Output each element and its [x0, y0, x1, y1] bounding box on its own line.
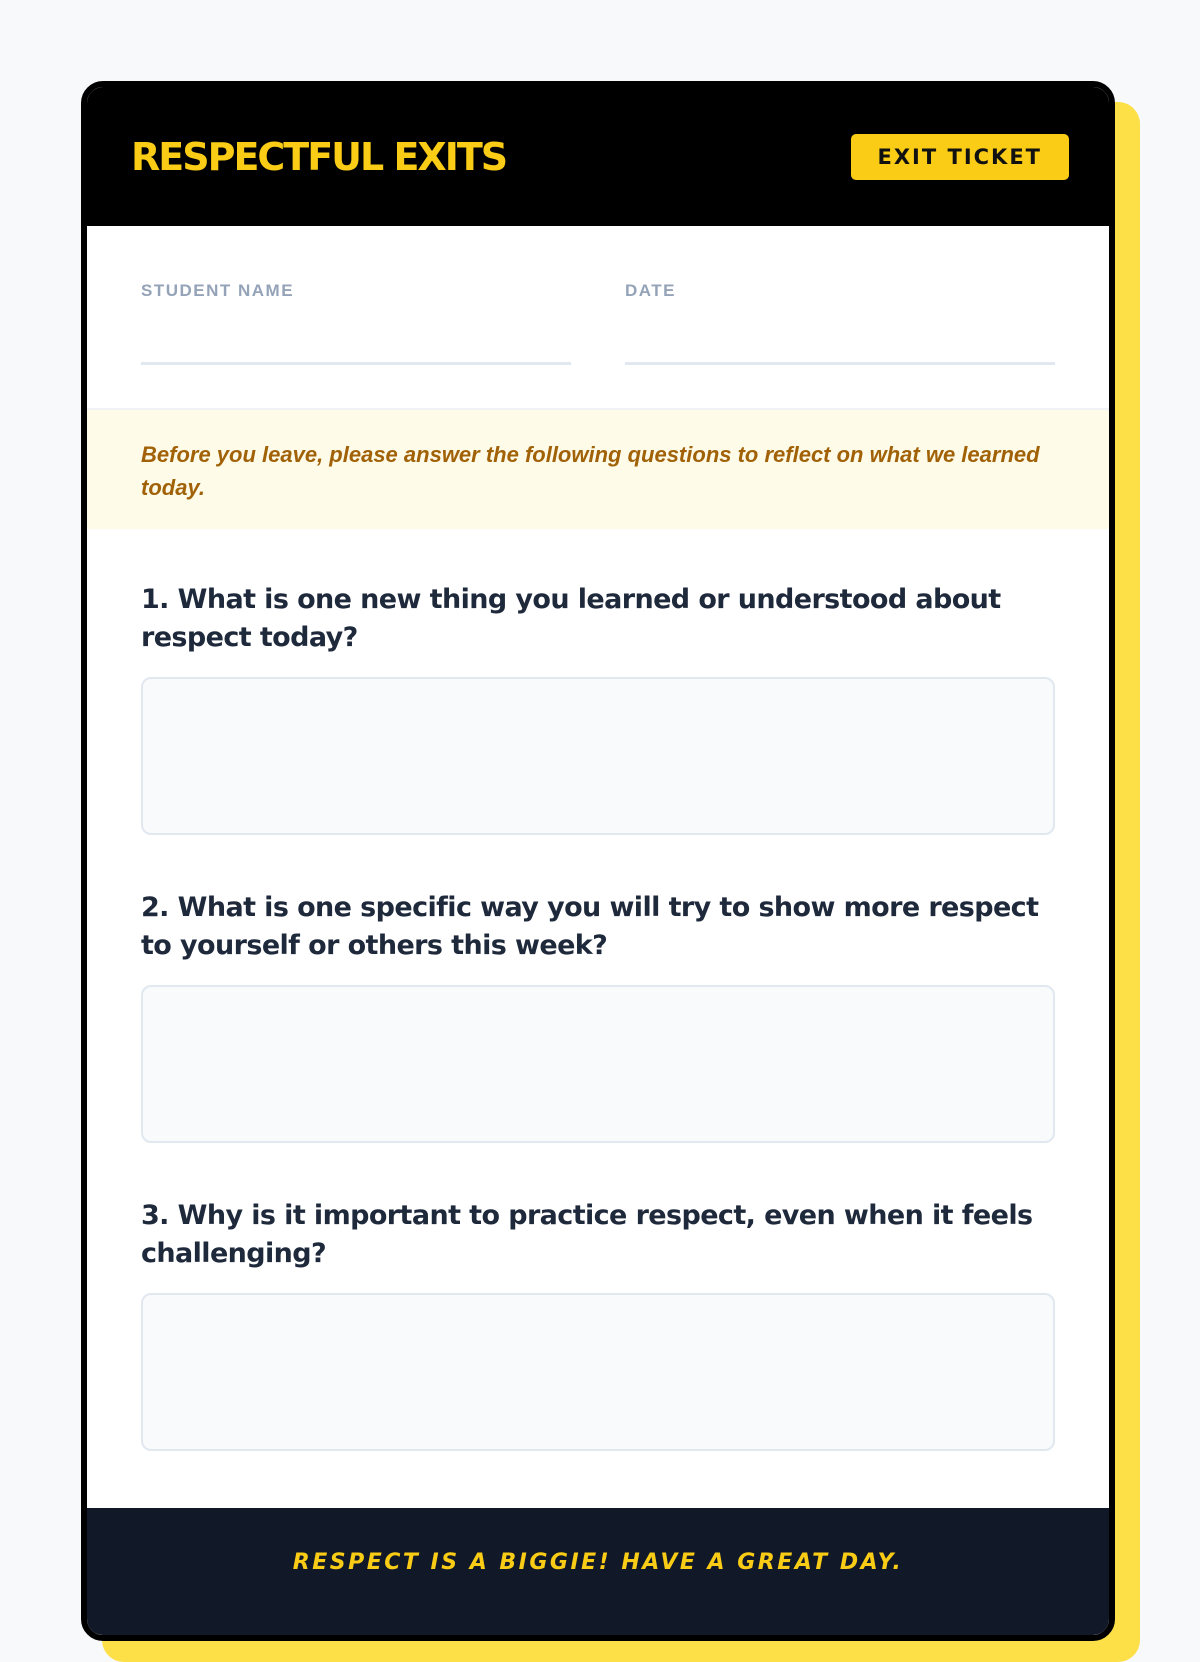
- question-2-text: 2. What is one specific way you will try to show more respect to yourself or others this week?: [141, 892, 1039, 961]
- question-1-text: 1. What is one new thing you learned or understood about respect today?: [141, 584, 1001, 653]
- questions-section: [87, 529, 1109, 1451]
- student-info-fields: [87, 226, 1109, 410]
- question-1: [141, 581, 1055, 835]
- question-3: [141, 1197, 1055, 1451]
- exit-ticket-card: [81, 81, 1115, 1641]
- footer: [87, 1508, 1109, 1635]
- header: [87, 87, 1109, 226]
- date-line[interactable]: [625, 362, 1055, 365]
- student-name-line[interactable]: [141, 362, 571, 365]
- student-name-label: STUDENT NAME: [141, 281, 295, 300]
- question-2-answer[interactable]: [141, 985, 1055, 1143]
- page-title: RESPECTFUL EXITS: [131, 134, 507, 179]
- footer-message: RESPECT IS A BIGGIE! HAVE A GREAT DAY.: [292, 1550, 904, 1575]
- date-label: DATE: [625, 281, 677, 300]
- student-name-field[interactable]: [141, 226, 571, 408]
- exit-ticket-badge: EXIT TICKET: [851, 134, 1069, 180]
- date-field[interactable]: [625, 226, 1055, 408]
- question-2: [141, 889, 1055, 1143]
- question-1-answer[interactable]: [141, 677, 1055, 835]
- question-3-text: 3. Why is it important to practice respect, even when it feels challenging?: [141, 1200, 1033, 1269]
- instructions: Before you leave, please answer the following questions to reflect on what we learned today.: [87, 410, 1109, 529]
- question-3-answer[interactable]: [141, 1293, 1055, 1451]
